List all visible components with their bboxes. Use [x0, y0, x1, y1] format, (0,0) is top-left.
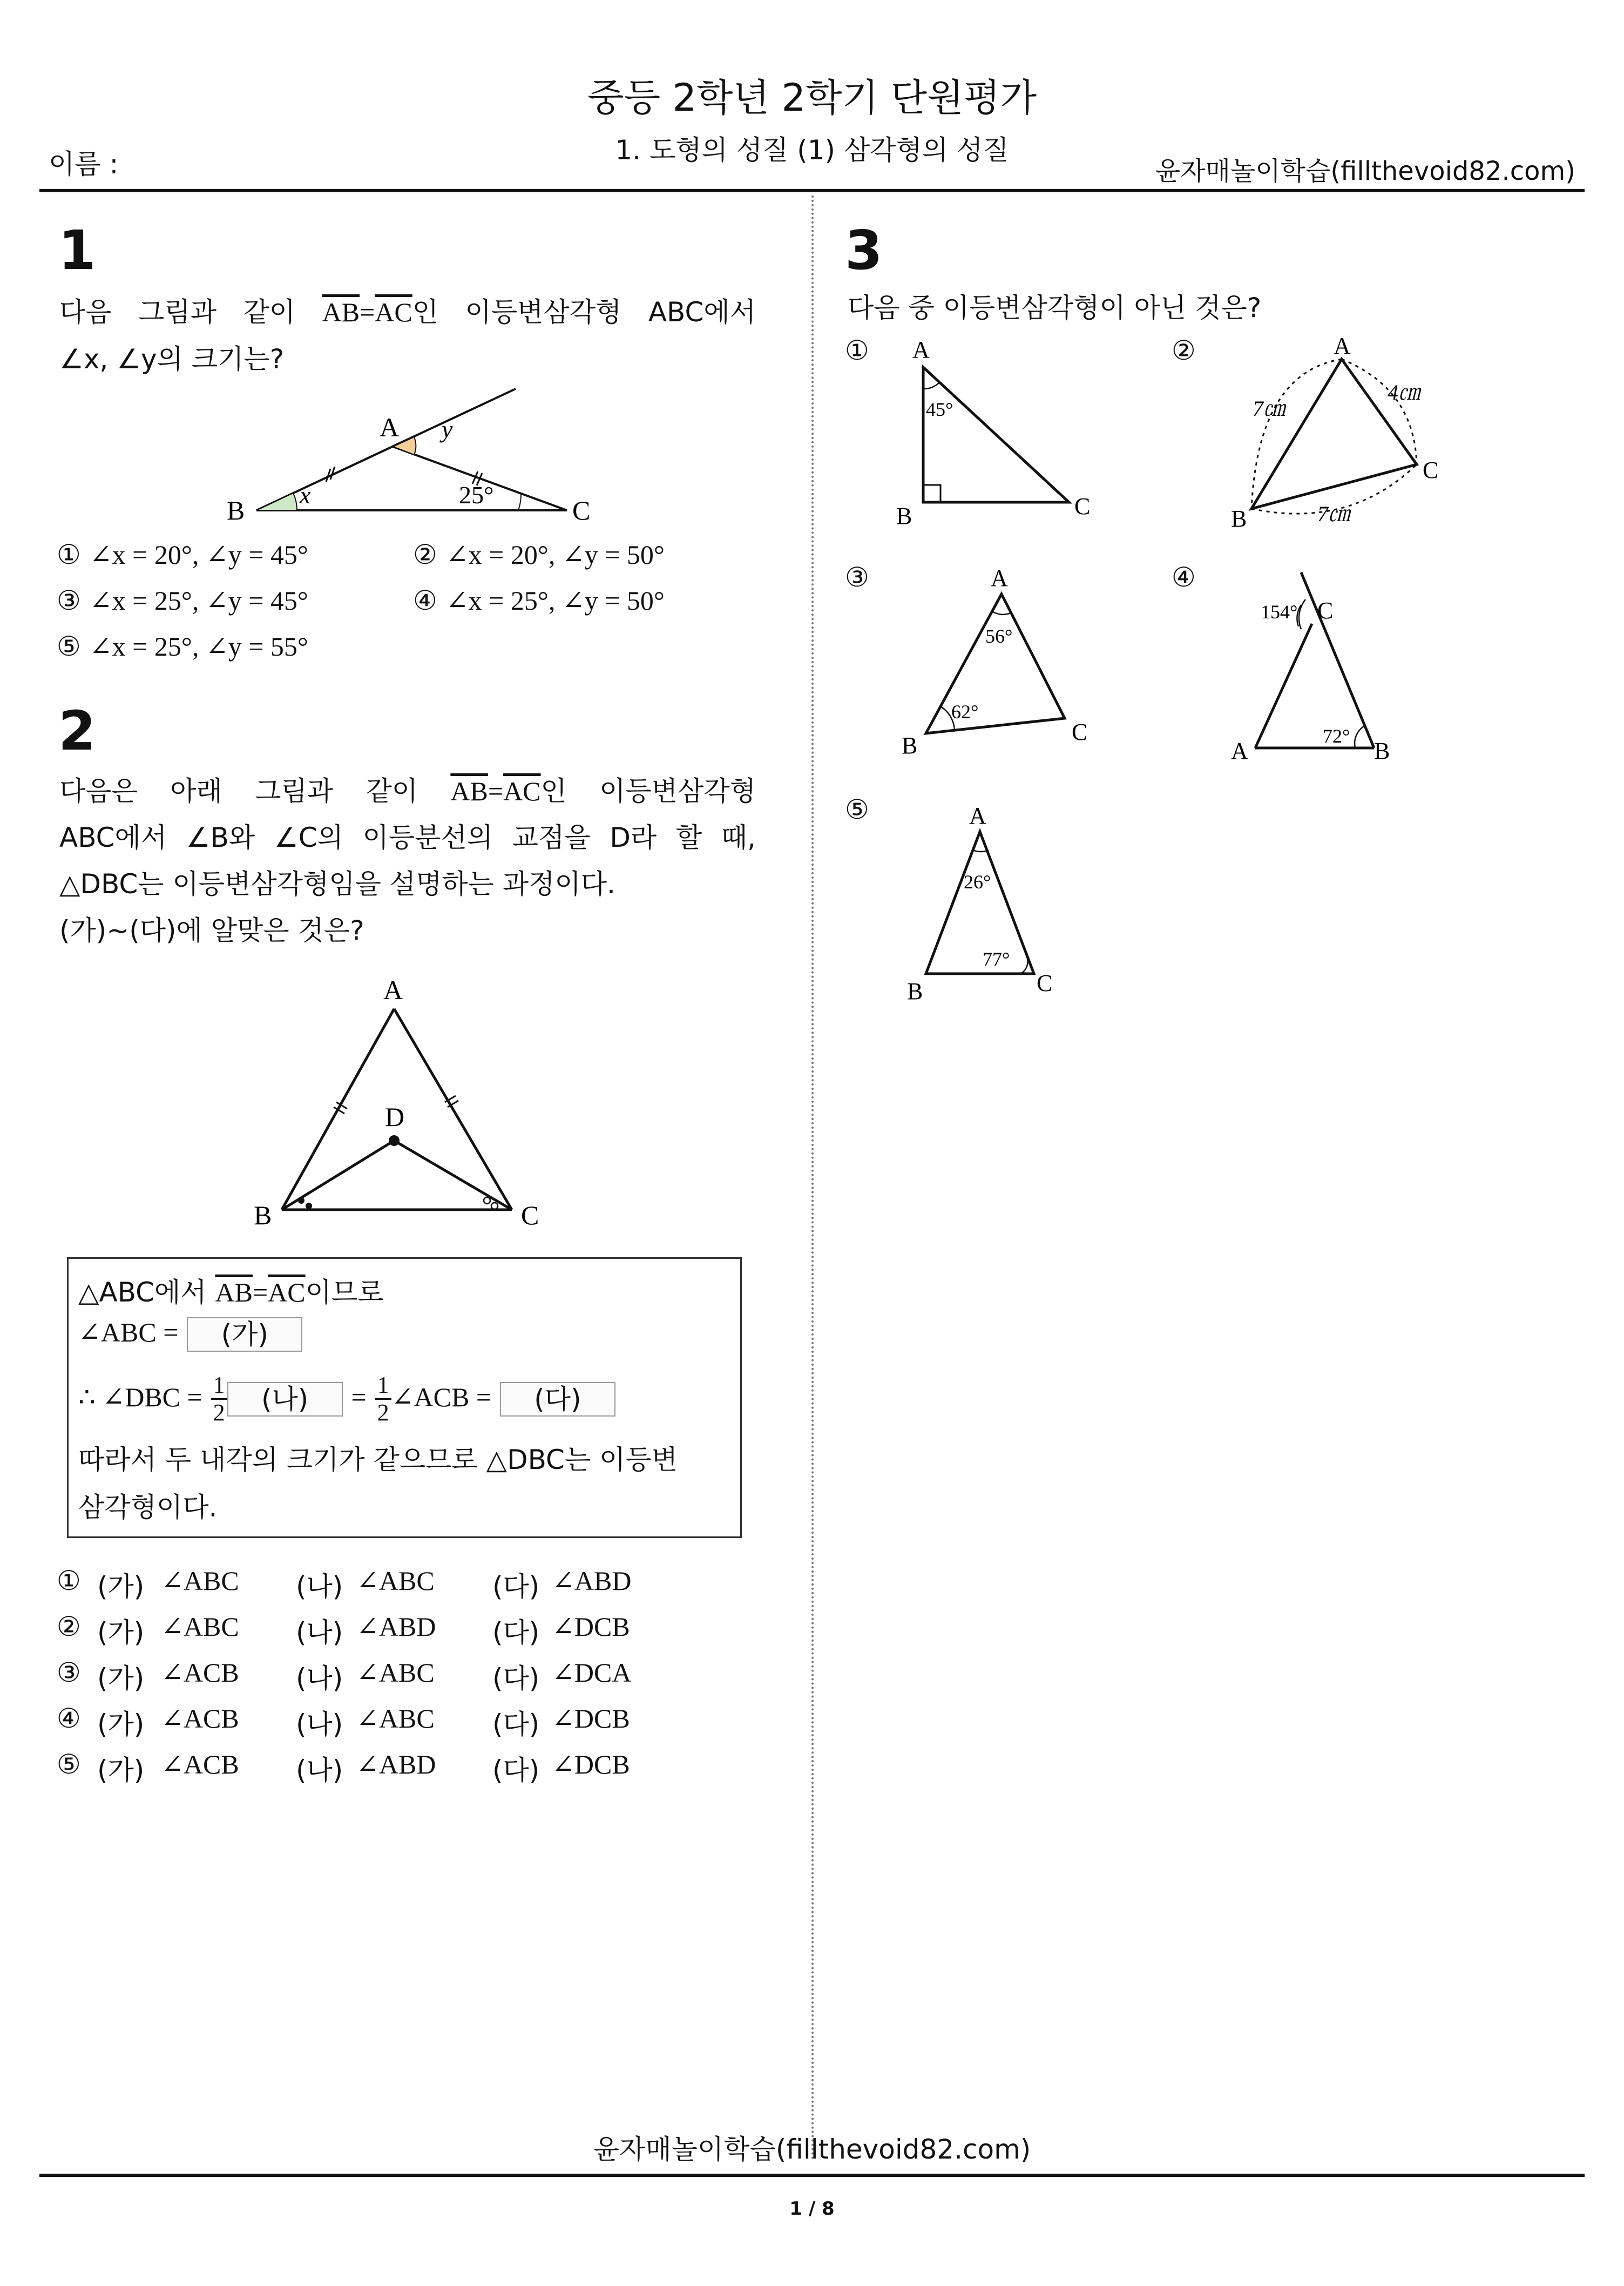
- question-2-text-line2: ABC에서 ∠B와 ∠C의 이등분선의 교점을 D라 할 때,: [59, 822, 756, 853]
- svg-text:62°: 62°: [951, 701, 979, 723]
- q3-option-5-mark[interactable]: ⑤: [845, 794, 869, 825]
- proof-box: [67, 1257, 742, 1538]
- svg-text:77°: 77°: [983, 948, 1010, 970]
- question-2-text-line1: 다음은 아래 그림과 같이 $\overline{AB}=\overline{AC}$인 이등변삼각형: [59, 776, 756, 807]
- question-3-number: 3: [845, 219, 883, 282]
- svg-text:A: A: [991, 565, 1008, 591]
- svg-text:26°: 26°: [964, 871, 991, 893]
- svg-text:C: C: [1317, 597, 1334, 624]
- q3-option-4-mark[interactable]: ④: [1172, 562, 1196, 593]
- q1-label-y: y: [442, 415, 453, 443]
- blank-ga[interactable]: (가): [187, 1317, 302, 1352]
- question-3-text: 다음 중 이등변삼각형이 아닌 것은?: [848, 292, 1262, 323]
- unit-subtitle: 1. 도형의 성질 (1) 삼각형의 성질: [615, 134, 1009, 166]
- svg-text:A: A: [912, 336, 930, 363]
- fraction-half-1: $\frac{1}{2}$: [211, 1372, 227, 1426]
- q2-label-a: A: [383, 975, 403, 1005]
- proof-line-4: 따라서 두 내각의 크기가 같으므로 △DBC는 이등변: [78, 1444, 678, 1475]
- question-1-figure: [227, 378, 591, 535]
- q3-option-4-figure[interactable]: [1220, 562, 1463, 778]
- q2-label-d: D: [385, 1102, 405, 1132]
- proof-line-5: 삼각형이다.: [78, 1492, 218, 1523]
- header-rule: [39, 189, 1585, 192]
- q1-option-3[interactable]: ③ ∠x = 25°, ∠y = 45°: [57, 585, 308, 616]
- svg-text:B: B: [1231, 505, 1247, 532]
- q3-option-5-figure[interactable]: [891, 794, 1123, 1010]
- svg-text:B: B: [1374, 738, 1390, 764]
- svg-text:C: C: [1072, 719, 1088, 745]
- proof-line-2: ∠ABC = (가): [78, 1317, 302, 1352]
- q3-option-2-mark[interactable]: ②: [1172, 335, 1196, 366]
- q3-option-2-figure[interactable]: [1226, 335, 1469, 535]
- question-1-text-line2: ∠x, ∠y의 크기는?: [59, 343, 285, 375]
- question-2-figure: [248, 975, 551, 1234]
- q1-option-4[interactable]: ④ ∠x = 25°, ∠y = 50°: [413, 585, 665, 616]
- svg-text:4㎝: 4㎝: [1388, 380, 1420, 404]
- q1-label-x: x: [300, 481, 311, 509]
- q2-label-b: B: [254, 1200, 272, 1230]
- svg-text:56°: 56°: [985, 625, 1013, 647]
- svg-text:7㎝: 7㎝: [1317, 502, 1350, 526]
- svg-text:B: B: [896, 503, 912, 529]
- proof-line-3: ∴ ∠DBC = $\frac{1}{2}$ (나) = $\frac{1}{2}$ ∠ACB = (다): [78, 1372, 615, 1426]
- svg-text:B: B: [907, 978, 923, 1004]
- question-1-text-line1: 다음 그림과 같이 $\overline{AB}=\overline{AC}$인 이등변삼각형 ABC에서: [59, 296, 756, 328]
- footer-rule: [39, 2174, 1585, 2177]
- svg-text:A: A: [969, 803, 986, 829]
- name-label: 이름 :: [49, 149, 119, 180]
- q3-option-1-figure[interactable]: [896, 335, 1123, 529]
- q1-option-1[interactable]: ① ∠x = 20°, ∠y = 45°: [57, 539, 308, 570]
- svg-text:C: C: [1423, 457, 1439, 483]
- page-number: 1 / 8: [789, 2198, 835, 2220]
- blank-da[interactable]: (다): [500, 1382, 615, 1417]
- svg-text:45°: 45°: [926, 399, 953, 420]
- svg-text:72°: 72°: [1323, 725, 1350, 747]
- q1-label-c: C: [572, 495, 591, 525]
- svg-text:B: B: [902, 732, 918, 759]
- q3-option-3-figure[interactable]: [891, 562, 1134, 761]
- svg-text:C: C: [1037, 970, 1053, 996]
- proof-line-1: △ABC에서 $\overline{AB}=\overline{AC}$이므로: [78, 1277, 384, 1308]
- column-divider: [811, 195, 814, 2161]
- question-1-number: 1: [58, 219, 96, 282]
- question-2-number: 2: [58, 699, 96, 763]
- q1-option-5[interactable]: ⑤ ∠x = 25°, ∠y = 55°: [57, 631, 308, 662]
- page-title: 중등 2학년 2학기 단원평가: [587, 76, 1037, 120]
- q1-label-b: B: [227, 495, 245, 525]
- blank-na[interactable]: (나): [227, 1382, 343, 1417]
- q3-option-3-mark[interactable]: ③: [845, 562, 869, 593]
- q2-label-c: C: [521, 1200, 539, 1230]
- svg-text:7㎝: 7㎝: [1253, 396, 1285, 421]
- question-2-text-line3: △DBC는 이등변삼각형임을 설명하는 과정이다.: [59, 868, 615, 900]
- svg-text:154°: 154°: [1261, 601, 1298, 623]
- q3-option-1-mark[interactable]: ①: [845, 335, 869, 366]
- fraction-half-2: $\frac{1}{2}$: [375, 1372, 391, 1426]
- q1-label-a: A: [380, 412, 400, 442]
- svg-text:A: A: [1334, 333, 1351, 359]
- site-credit-bottom: 윤자매놀이학습(fillthevoid82.com): [593, 2134, 1031, 2165]
- svg-text:C: C: [1074, 493, 1091, 520]
- svg-text:A: A: [1231, 738, 1248, 764]
- q1-angle-c: 25°: [459, 481, 494, 509]
- question-2-text-line4: (가)~(다)에 알맞은 것은?: [59, 915, 364, 946]
- q1-option-2[interactable]: ② ∠x = 20°, ∠y = 50°: [413, 539, 665, 570]
- site-credit-top: 윤자매놀이학습(fillthevoid82.com): [1155, 156, 1575, 186]
